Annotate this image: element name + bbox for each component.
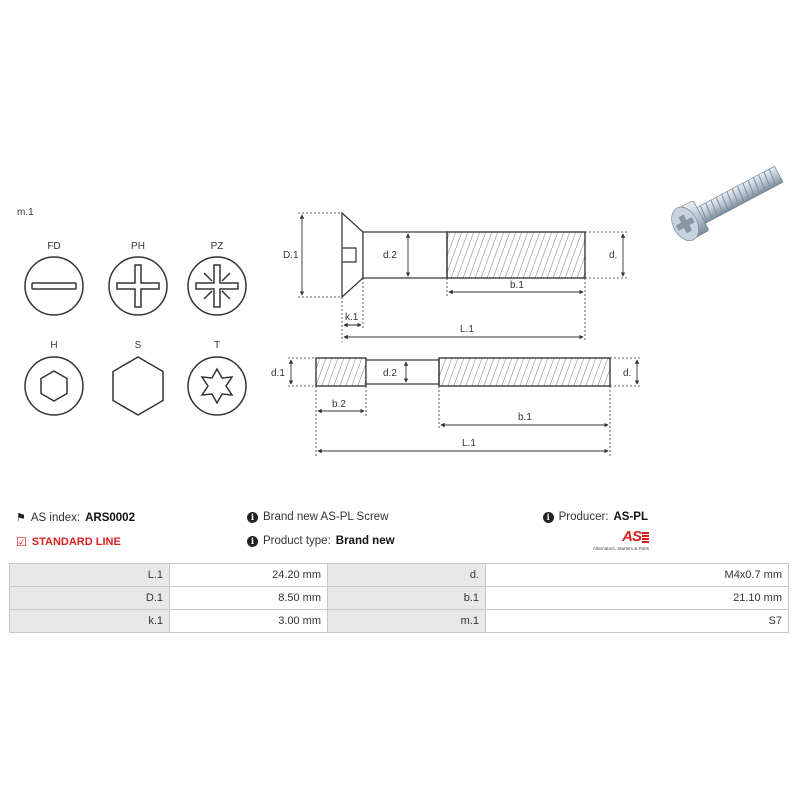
dim-L1-label-bottom: L.1: [462, 438, 476, 449]
producer-value: AS-PL: [613, 511, 648, 523]
dim-d2-label-bottom: d.2: [383, 368, 397, 379]
spec-value: 24.20 mm: [170, 564, 328, 587]
as-index: [16, 511, 135, 524]
spec-value: S7: [486, 610, 789, 633]
spec-value: M4x0.7 mm: [486, 564, 789, 587]
info-icon: i: [247, 536, 258, 547]
screw-technical-drawing: [270, 200, 650, 470]
hex-head-icon: [113, 357, 163, 415]
dim-b1-label-bottom: b.1: [518, 412, 532, 423]
product-type-info: [247, 535, 395, 547]
tags-icon: ⚑: [16, 512, 26, 524]
dim-d1-label: d.1: [271, 368, 285, 379]
table-row: [10, 587, 789, 610]
table-row: [10, 610, 789, 633]
dim-d-label-bottom: d.: [623, 368, 632, 379]
phillips-head-icon: [109, 257, 167, 315]
standard-line-label: STANDARD LINE: [31, 536, 121, 548]
product-photo: [655, 150, 795, 260]
brand-text: Brand new AS-PL Screw: [263, 511, 389, 523]
spec-table: [9, 563, 789, 633]
logo-tagline: Alternators, Starters & Parts: [592, 546, 649, 551]
dim-b1-label: b.1: [510, 280, 524, 291]
producer-label: Producer:: [558, 511, 609, 523]
countersunk-screw-drawing: [342, 213, 585, 297]
logo-text: AS: [622, 528, 641, 545]
as-index-label: AS index:: [30, 511, 81, 524]
head-label-h: H: [50, 340, 58, 351]
head-label-t: T: [213, 340, 221, 351]
as-pl-logo: [585, 528, 649, 554]
brand-info: [247, 511, 389, 523]
logo-bars: [642, 531, 649, 543]
head-label-fd: FD: [47, 241, 61, 252]
stud-screw-drawing: [316, 358, 610, 386]
dim-d2-label: d.2: [383, 250, 397, 261]
dim-b2-label: b.2: [332, 399, 346, 410]
checkbox-icon: ☑: [16, 535, 27, 549]
spec-key: L.1: [10, 564, 170, 587]
spec-value: 8.50 mm: [170, 587, 328, 610]
dim-L1-label: L.1: [460, 324, 474, 335]
torx-head-icon: [188, 357, 246, 415]
product-type-value: Brand new: [335, 535, 395, 547]
as-index-value: ARS0002: [85, 511, 135, 524]
m1-label: m.1: [17, 207, 34, 218]
spec-key: k.1: [10, 610, 170, 633]
info-icon: i: [247, 512, 258, 523]
head-types-diagram: [0, 0, 260, 430]
dim-k1-label: k.1: [345, 312, 359, 323]
spec-key: d.: [328, 564, 486, 587]
producer-info: [543, 511, 648, 523]
hex-socket-head-icon: [25, 357, 83, 415]
standard-line: [16, 535, 121, 549]
table-row: [10, 564, 789, 587]
head-label-ph: PH: [131, 241, 145, 252]
spec-key: b.1: [328, 587, 486, 610]
spec-key: m.1: [328, 610, 486, 633]
spec-key: D.1: [10, 587, 170, 610]
pozidriv-head-icon: [188, 257, 246, 315]
head-label-pz: PZ: [210, 241, 224, 252]
spec-value: 21.10 mm: [486, 587, 789, 610]
product-type-label: Product type:: [263, 535, 331, 547]
head-label-s: S: [134, 340, 142, 351]
dim-D1-label: D.1: [283, 250, 299, 261]
slotted-head-icon: [25, 257, 83, 315]
dim-d-label: d.: [609, 250, 618, 261]
spec-value: 3.00 mm: [170, 610, 328, 633]
info-icon: i: [543, 512, 554, 523]
